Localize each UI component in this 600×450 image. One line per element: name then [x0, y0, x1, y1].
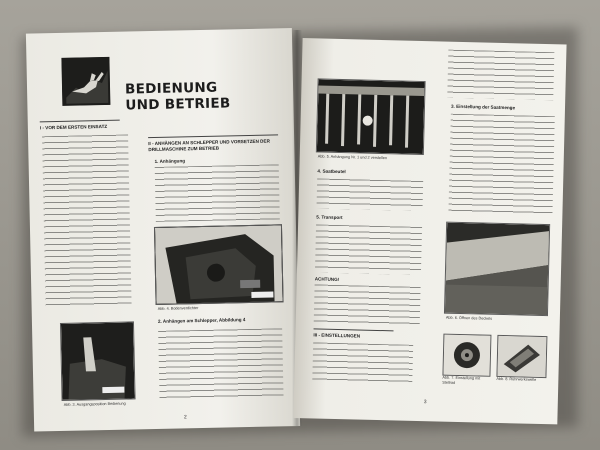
- page-title-line-1: BEDIENUNG: [124, 79, 218, 98]
- subheading-transport: 5. Transport: [316, 214, 343, 221]
- left-page: [26, 28, 300, 431]
- body-text-col2-top: [448, 114, 554, 217]
- photo-seed-drill-rack: [316, 78, 426, 155]
- body-text-col1: [42, 134, 132, 306]
- body-text-einstellungen: [312, 342, 413, 384]
- photo-3-image: [61, 322, 135, 399]
- photo-seed-box: [444, 222, 550, 317]
- section-heading-i: I - VOR DEM ERSTEN EINSATZ: [39, 123, 108, 131]
- body-text-warning: [314, 284, 421, 327]
- subheading-saatbeutel: 4. Saatbeutel: [317, 168, 346, 175]
- caption-abb-7: Abb. 7. Einstellung mit Stellrad: [442, 375, 481, 385]
- warning-label: ACHTUNG!: [314, 276, 340, 283]
- caption-abb-4: Abb. 4. Bodenverdichter: [157, 306, 199, 311]
- page-number-right: 3: [423, 399, 427, 406]
- deer-logo-icon: [61, 57, 110, 106]
- caption-abb-3: Abb. 3. Ausgangsposition Bedienung: [63, 401, 126, 407]
- photo-control-lever: [60, 321, 136, 401]
- page-number-left: 2: [183, 414, 187, 421]
- photo-machine-hitch: [154, 224, 284, 305]
- caption-abb-5: Abb. 5. Anhängung Nr. 1 und 2 verstellen: [317, 154, 388, 161]
- photo-shaft: [496, 335, 547, 378]
- body-text-col2a: [155, 164, 280, 222]
- logo: [61, 57, 110, 106]
- body-text-saatbeutel: [316, 178, 423, 211]
- subheading-anhaengen: 2. Anhängen am Schlepper, Abbildung 4: [157, 317, 246, 324]
- photo-7-image: [443, 335, 490, 376]
- photo-4-image: [155, 225, 283, 304]
- subheading-saatmenge: 3. Einstellung der Saatmenge: [450, 103, 516, 111]
- divider: [40, 120, 120, 123]
- section-heading-iii: III - EINSTELLUNGEN: [313, 332, 361, 339]
- page-title-line-2: UND BETRIEB: [125, 95, 231, 114]
- subheading-anhaengung: 1. Anhängung: [154, 158, 186, 164]
- caption-abb-6: Abb. 6. Öffnen des Deckels: [445, 315, 493, 321]
- photo-8-image: [497, 336, 546, 377]
- photo-6-image: [445, 223, 549, 315]
- body-text-top: [447, 50, 554, 101]
- divider: [314, 328, 394, 331]
- photo-adjust-wheel: [442, 334, 491, 377]
- divider: [148, 134, 278, 138]
- body-text-col2b: [158, 328, 283, 401]
- body-text-transport: [315, 224, 422, 275]
- right-page: [293, 38, 566, 424]
- photo-5-image: [317, 79, 425, 154]
- section-heading-ii: II - ANHÄNGEN AN SCHLEPPER UND VORSETZEN DER DRILLMASCHINE ZUM BETRIEB: [148, 138, 270, 153]
- caption-abb-8: Abb. 8. Rührwerkswelle: [496, 376, 537, 382]
